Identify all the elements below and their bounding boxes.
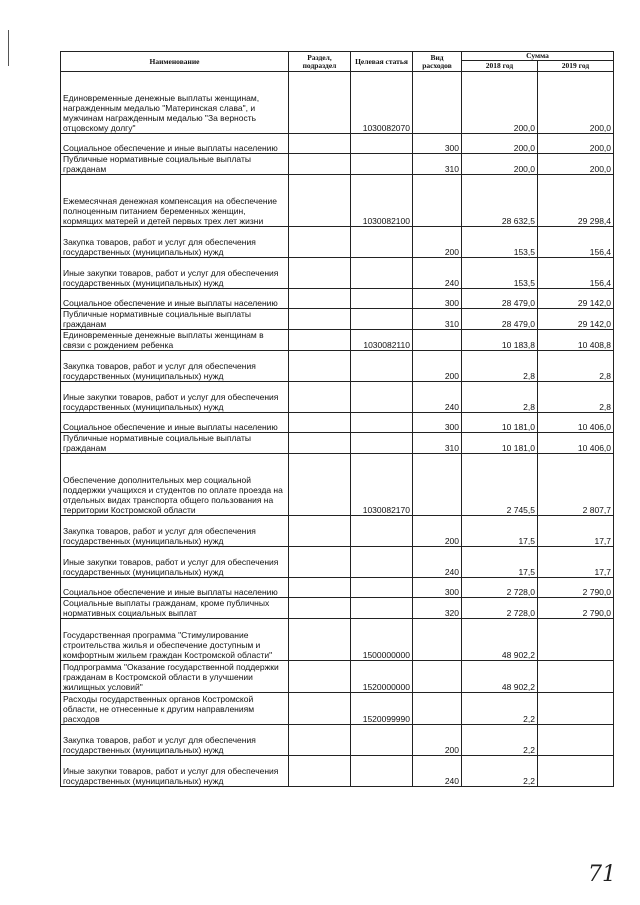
row-target-code	[351, 154, 413, 175]
row-sum-2019: 156,4	[538, 258, 614, 289]
row-section	[289, 134, 351, 154]
table-row	[61, 578, 614, 598]
row-name: Социальное обеспечение и иные выплаты населению	[61, 413, 289, 433]
row-expense-type: 200	[413, 516, 462, 547]
row-sum-2019: 2,8	[538, 382, 614, 413]
row-section	[289, 725, 351, 756]
row-name: Публичные нормативные социальные выплаты гражданам	[61, 154, 289, 175]
row-sum-2018: 2 745,5	[462, 454, 538, 516]
row-section	[289, 547, 351, 578]
header-target: Целевая статья	[351, 52, 413, 72]
row-sum-2018: 153,5	[462, 227, 538, 258]
row-section	[289, 289, 351, 309]
row-sum-2018: 28 479,0	[462, 289, 538, 309]
row-target-code	[351, 134, 413, 154]
row-sum-2018: 200,0	[462, 72, 538, 134]
row-sum-2019: 200,0	[538, 154, 614, 175]
row-section	[289, 330, 351, 351]
row-sum-2018: 2,2	[462, 756, 538, 787]
row-sum-2019	[538, 619, 614, 661]
row-target-code	[351, 598, 413, 619]
row-sum-2019: 29 142,0	[538, 309, 614, 330]
row-name: Социальное обеспечение и иные выплаты населению	[61, 289, 289, 309]
row-name: Публичные нормативные социальные выплаты гражданам	[61, 309, 289, 330]
row-section	[289, 661, 351, 693]
table-row	[61, 154, 614, 175]
row-sum-2019	[538, 725, 614, 756]
row-section	[289, 382, 351, 413]
row-expense-type: 200	[413, 227, 462, 258]
row-section	[289, 756, 351, 787]
table-row	[61, 382, 614, 413]
row-sum-2019: 2 790,0	[538, 598, 614, 619]
table-row	[61, 309, 614, 330]
row-section	[289, 413, 351, 433]
row-name: Иные закупки товаров, работ и услуг для обеспечения государственных (муниципальных) нужд	[61, 258, 289, 289]
header-type: Вид расходов	[413, 52, 462, 72]
row-sum-2018: 10 181,0	[462, 413, 538, 433]
row-target-code	[351, 382, 413, 413]
row-name: Обеспечение дополнительных мер социальной поддержки учащихся и студентов по оплате проезда на отдельных видах транспорта общего пользования на территории Костромской области	[61, 454, 289, 516]
row-target-code	[351, 258, 413, 289]
row-section	[289, 693, 351, 725]
row-sum-2018: 2,2	[462, 693, 538, 725]
row-sum-2019: 200,0	[538, 134, 614, 154]
row-section	[289, 309, 351, 330]
page-number: 71	[588, 862, 616, 887]
row-expense-type: 300	[413, 134, 462, 154]
table-row	[61, 72, 614, 134]
budget-table	[60, 51, 614, 787]
row-sum-2018: 28 632,5	[462, 175, 538, 227]
table-row	[61, 598, 614, 619]
row-expense-type	[413, 330, 462, 351]
row-sum-2018: 200,0	[462, 154, 538, 175]
row-name: Иные закупки товаров, работ и услуг для обеспечения государственных (муниципальных) нужд	[61, 547, 289, 578]
row-name: Публичные нормативные социальные выплаты гражданам	[61, 433, 289, 454]
document-page	[60, 51, 613, 787]
row-sum-2019: 156,4	[538, 227, 614, 258]
row-sum-2019: 29 142,0	[538, 289, 614, 309]
table-row	[61, 454, 614, 516]
row-target-code: 1500000000	[351, 619, 413, 661]
row-expense-type: 240	[413, 258, 462, 289]
table-row	[61, 175, 614, 227]
row-sum-2018: 48 902,2	[462, 619, 538, 661]
table-row	[61, 433, 614, 454]
row-sum-2018: 17,5	[462, 516, 538, 547]
row-section	[289, 154, 351, 175]
row-sum-2018: 2,2	[462, 725, 538, 756]
header-section: Раздел, подраздел	[289, 52, 351, 72]
row-name: Социальные выплаты гражданам, кроме публичных нормативных социальных выплат	[61, 598, 289, 619]
row-sum-2018: 2,8	[462, 351, 538, 382]
row-expense-type: 240	[413, 547, 462, 578]
row-name: Единовременные денежные выплаты женщинам в связи с рождением ребенка	[61, 330, 289, 351]
row-expense-type: 310	[413, 433, 462, 454]
row-expense-type: 240	[413, 756, 462, 787]
row-section	[289, 454, 351, 516]
row-target-code	[351, 227, 413, 258]
row-target-code	[351, 547, 413, 578]
row-name: Закупка товаров, работ и услуг для обеспечения государственных (муниципальных) нужд	[61, 351, 289, 382]
row-name: Иные закупки товаров, работ и услуг для обеспечения государственных (муниципальных) нужд	[61, 756, 289, 787]
row-sum-2018: 153,5	[462, 258, 538, 289]
row-target-code	[351, 351, 413, 382]
row-expense-type: 300	[413, 413, 462, 433]
row-target-code	[351, 289, 413, 309]
row-sum-2019: 2 807,7	[538, 454, 614, 516]
table-row	[61, 134, 614, 154]
header-year-2018: 2018 год	[462, 61, 538, 72]
row-target-code: 1030082170	[351, 454, 413, 516]
row-section	[289, 258, 351, 289]
row-sum-2018: 2,8	[462, 382, 538, 413]
row-name: Закупка товаров, работ и услуг для обеспечения государственных (муниципальных) нужд	[61, 227, 289, 258]
row-sum-2019: 200,0	[538, 72, 614, 134]
row-section	[289, 227, 351, 258]
table-row	[61, 547, 614, 578]
table-row	[61, 258, 614, 289]
row-sum-2018: 2 728,0	[462, 578, 538, 598]
row-expense-type	[413, 619, 462, 661]
row-sum-2019: 17,7	[538, 547, 614, 578]
row-name: Социальное обеспечение и иные выплаты населению	[61, 578, 289, 598]
row-section	[289, 516, 351, 547]
row-sum-2018: 200,0	[462, 134, 538, 154]
row-sum-2018: 10 181,0	[462, 433, 538, 454]
table-row	[61, 661, 614, 693]
row-section	[289, 619, 351, 661]
row-target-code: 1030082070	[351, 72, 413, 134]
row-section	[289, 598, 351, 619]
row-name: Расходы государственных органов Костромской области, не отнесенные к другим направлениям расходов	[61, 693, 289, 725]
row-target-code	[351, 413, 413, 433]
row-name: Единовременные денежные выплаты женщинам, награжденным медалью "Материнская слава", и мужчинам награжденным медалью "За верность отцовскому долгу"	[61, 72, 289, 134]
row-expense-type	[413, 661, 462, 693]
table-header-row	[61, 52, 614, 61]
row-target-code	[351, 578, 413, 598]
row-name: Закупка товаров, работ и услуг для обеспечения государственных (муниципальных) нужд	[61, 725, 289, 756]
row-sum-2018: 28 479,0	[462, 309, 538, 330]
table-row	[61, 413, 614, 433]
row-expense-type	[413, 454, 462, 516]
row-expense-type: 310	[413, 309, 462, 330]
row-expense-type: 300	[413, 289, 462, 309]
row-sum-2018: 17,5	[462, 547, 538, 578]
row-target-code: 1030082110	[351, 330, 413, 351]
header-sum: Сумма	[462, 52, 614, 61]
row-sum-2019	[538, 661, 614, 693]
row-target-code: 1520099990	[351, 693, 413, 725]
row-target-code: 1520000000	[351, 661, 413, 693]
row-sum-2019: 2 790,0	[538, 578, 614, 598]
table-row	[61, 330, 614, 351]
row-name: Иные закупки товаров, работ и услуг для обеспечения государственных (муниципальных) нужд	[61, 382, 289, 413]
row-expense-type	[413, 693, 462, 725]
row-expense-type: 300	[413, 578, 462, 598]
table-row	[61, 516, 614, 547]
row-sum-2018: 48 902,2	[462, 661, 538, 693]
row-expense-type	[413, 175, 462, 227]
row-name: Подпрограмма "Оказание государственной поддержки гражданам в Костромской области в улучшении жилищных условий"	[61, 661, 289, 693]
row-section	[289, 578, 351, 598]
table-row	[61, 289, 614, 309]
row-sum-2019: 10 406,0	[538, 413, 614, 433]
table-body	[61, 72, 614, 787]
row-name: Государственная программа "Стимулирование строительства жилья и обеспечение доступным и комфортным жильем граждан Костромской области"	[61, 619, 289, 661]
row-sum-2019	[538, 693, 614, 725]
row-expense-type	[413, 72, 462, 134]
row-expense-type: 310	[413, 154, 462, 175]
row-sum-2019	[538, 756, 614, 787]
scan-edge-mark	[8, 30, 9, 66]
row-target-code	[351, 756, 413, 787]
row-sum-2019: 17,7	[538, 516, 614, 547]
row-target-code	[351, 309, 413, 330]
row-expense-type: 320	[413, 598, 462, 619]
row-name: Социальное обеспечение и иные выплаты населению	[61, 134, 289, 154]
row-section	[289, 433, 351, 454]
header-name: Наименование	[61, 52, 289, 72]
row-sum-2019: 2,8	[538, 351, 614, 382]
table-row	[61, 227, 614, 258]
row-name: Закупка товаров, работ и услуг для обеспечения государственных (муниципальных) нужд	[61, 516, 289, 547]
row-target-code	[351, 516, 413, 547]
table-row	[61, 725, 614, 756]
row-sum-2019: 29 298,4	[538, 175, 614, 227]
table-row	[61, 693, 614, 725]
row-sum-2018: 2 728,0	[462, 598, 538, 619]
table-row	[61, 351, 614, 382]
header-year-2019: 2019 год	[538, 61, 614, 72]
table-row	[61, 619, 614, 661]
table-row	[61, 756, 614, 787]
row-expense-type: 240	[413, 382, 462, 413]
row-target-code: 1030082100	[351, 175, 413, 227]
row-section	[289, 175, 351, 227]
row-target-code	[351, 433, 413, 454]
row-section	[289, 72, 351, 134]
row-target-code	[351, 725, 413, 756]
row-sum-2019: 10 406,0	[538, 433, 614, 454]
row-name: Ежемесячная денежная компенсация на обеспечение полноценным питанием беременных женщин, кормящих матерей и детей первых трех лет жизни	[61, 175, 289, 227]
row-expense-type: 200	[413, 351, 462, 382]
row-sum-2018: 10 183,8	[462, 330, 538, 351]
row-section	[289, 351, 351, 382]
row-sum-2019: 10 408,8	[538, 330, 614, 351]
row-expense-type: 200	[413, 725, 462, 756]
